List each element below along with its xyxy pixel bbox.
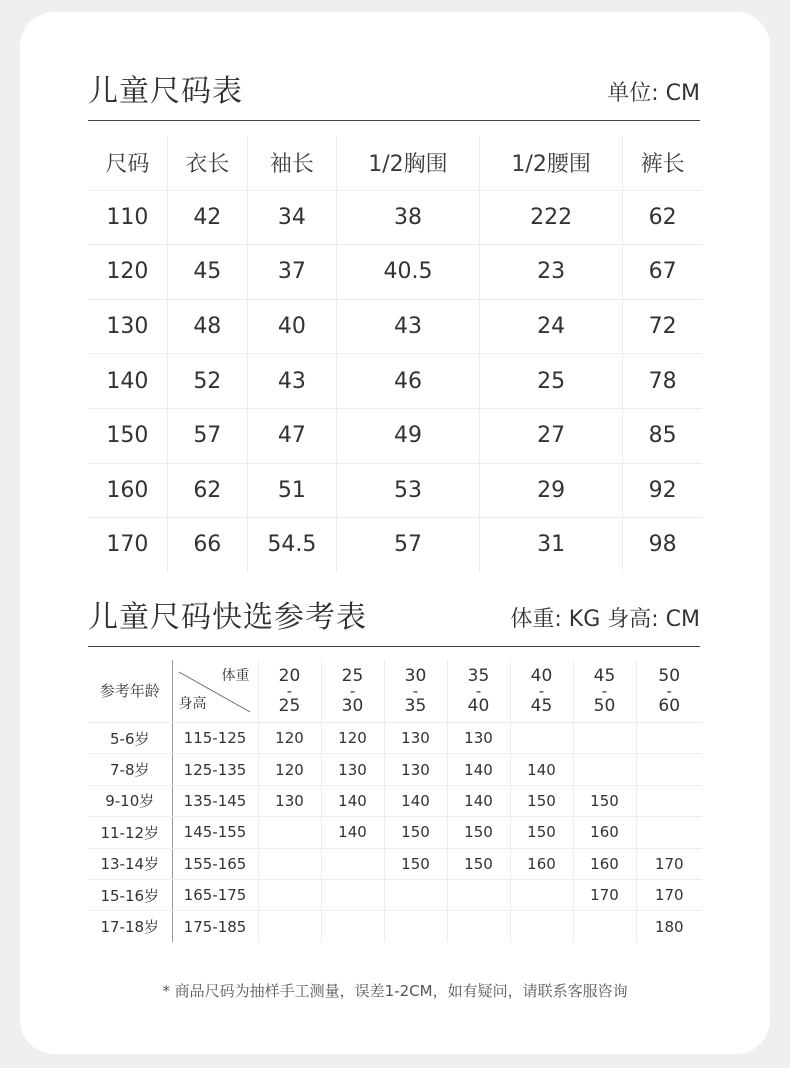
height-label: 身高 [178,696,207,712]
table-row [88,463,702,518]
table-row [88,754,702,785]
weight-min: 45 [593,666,616,686]
recommended-size-cell [384,879,447,910]
weight-range-header [447,660,510,723]
size-cell: 150 [88,408,167,463]
weight-max: 30 [341,696,364,716]
weight-label: 体重 [221,668,250,684]
size-cell: 47 [247,408,336,463]
recommended-size-cell [384,911,447,942]
measurement-note: * 商品尺码为抽样手工测量，误差1-2CM，如有疑问，请联系客服咨询 [162,982,628,1000]
age-cell: 13-14岁 [88,848,172,879]
size-cell: 160 [88,463,167,518]
age-header: 参考年龄 [88,660,172,723]
size-cell: 37 [247,245,336,300]
recommended-size-cell [573,723,636,754]
size-cell: 110 [88,190,167,245]
weight-min: 20 [278,666,301,686]
height-cell: 145-155 [172,817,258,848]
size-cell: 120 [88,245,167,300]
size-cell: 57 [167,408,247,463]
size-cell: 98 [623,518,702,572]
weight-height-diagonal-cell [172,660,258,723]
size-cell: 31 [480,518,623,572]
recommended-size-cell [258,879,321,910]
table-row [88,518,702,572]
size-cell: 49 [336,408,479,463]
recommended-size-cell [321,879,384,910]
size-cell: 29 [480,463,623,518]
size-cell: 72 [623,299,702,354]
range-dash: - [601,682,608,700]
size-cell: 46 [336,354,479,409]
recommended-size-cell: 130 [384,723,447,754]
recommended-size-cell [510,723,573,754]
size-table-header-row [88,136,702,190]
weight-range-header [321,660,384,723]
size-cell: 85 [623,408,702,463]
range-dash: - [412,682,419,700]
range-dash: - [475,682,482,700]
weight-max: 60 [658,696,681,716]
quick-chart-title: 儿童尺码快选参考表 [88,600,367,635]
recommended-size-cell: 150 [447,848,510,879]
recommended-size-cell [510,879,573,910]
recommended-size-cell [636,754,702,785]
recommended-size-cell: 130 [321,754,384,785]
height-cell: 125-135 [172,754,258,785]
recommended-size-cell: 130 [447,723,510,754]
size-cell: 140 [88,354,167,409]
size-cell: 67 [623,245,702,300]
size-cell: 42 [167,190,247,245]
recommended-size-cell: 170 [573,879,636,910]
weight-range-header [258,660,321,723]
size-cell: 23 [480,245,623,300]
weight-min: 25 [341,666,364,686]
size-col-header: 尺码 [88,136,167,190]
recommended-size-cell: 150 [510,817,573,848]
recommended-size-cell: 170 [636,848,702,879]
recommended-size-cell [636,817,702,848]
size-col-header: 1/2腰围 [480,136,623,190]
age-cell: 17-18岁 [100,918,160,937]
table-row [88,817,702,848]
weight-range-header [573,660,636,723]
height-cell: 135-145 [172,785,258,816]
size-chart-header [88,66,700,121]
age-cell: 9-10岁 [88,785,172,816]
range-dash: - [349,682,356,700]
recommended-size-cell: 140 [510,754,573,785]
size-col-header: 袖长 [247,136,336,190]
size-cell: 24 [480,299,623,354]
recommended-size-cell: 150 [447,817,510,848]
recommended-size-cell: 150 [384,817,447,848]
recommended-size-cell [258,848,321,879]
weight-max: 40 [467,696,490,716]
recommended-size-cell: 140 [384,785,447,816]
size-cell: 48 [167,299,247,354]
weight-range-header [636,660,702,723]
quick-chart-unit: 体重: KG 身高: CM [510,607,700,632]
height-cell: 175-185 [172,911,258,942]
table-row [88,299,702,354]
size-col-header: 衣长 [167,136,247,190]
recommended-size-cell [258,817,321,848]
size-cell: 92 [623,463,702,518]
table-row [88,911,702,942]
weight-range-header [510,660,573,723]
recommended-size-cell: 160 [510,848,573,879]
quick-chart-header [88,592,700,647]
size-chart-unit: 单位: CM [607,81,700,106]
table-row [88,245,702,300]
table-row [88,408,702,463]
recommended-size-cell: 150 [573,785,636,816]
size-chart-title: 儿童尺码表 [88,74,243,109]
weight-min: 50 [658,666,681,686]
recommended-size-cell: 160 [573,817,636,848]
recommended-size-cell [447,911,510,942]
size-cell: 27 [480,408,623,463]
recommended-size-cell: 170 [636,879,702,910]
size-cell: 51 [247,463,336,518]
size-cell: 53 [336,463,479,518]
age-cell: 5-6岁 [88,723,172,754]
weight-max: 35 [404,696,427,716]
recommended-size-cell: 140 [447,754,510,785]
weight-min: 40 [530,666,553,686]
recommended-size-cell: 150 [510,785,573,816]
recommended-size-cell: 150 [384,848,447,879]
size-cell: 40 [247,299,336,354]
size-cell: 222 [480,190,623,245]
size-cell: 62 [167,463,247,518]
recommended-size-cell [321,848,384,879]
height-cell: 155-165 [172,848,258,879]
table-row [88,723,702,754]
table-row [88,354,702,409]
recommended-size-cell [573,911,636,942]
table-row [88,848,702,879]
recommended-size-cell: 180 [636,911,702,942]
size-cell: 25 [480,354,623,409]
size-cell: 45 [167,245,247,300]
size-cell: 40.5 [336,245,479,300]
size-cell: 43 [247,354,336,409]
weight-max: 45 [530,696,553,716]
size-cell: 52 [167,354,247,409]
table-row [88,190,702,245]
recommended-size-cell: 120 [321,723,384,754]
size-cell: 43 [336,299,479,354]
recommended-size-cell: 120 [258,723,321,754]
size-cell: 170 [106,532,149,558]
size-cell: 57 [336,518,479,572]
height-cell: 165-175 [172,879,258,910]
size-cell: 34 [247,190,336,245]
recommended-size-cell: 130 [384,754,447,785]
recommended-size-cell [447,879,510,910]
table-row [88,785,702,816]
weight-max: 25 [278,696,301,716]
recommended-size-cell: 120 [258,754,321,785]
size-cell: 78 [623,354,702,409]
size-cell: 38 [336,190,479,245]
quick-table-header-row [88,660,702,723]
recommended-size-cell: 160 [573,848,636,879]
recommended-size-cell: 130 [258,785,321,816]
range-dash: - [666,682,672,700]
weight-max: 50 [593,696,616,716]
size-col-header: 1/2胸围 [336,136,479,190]
weight-range-header [384,660,447,723]
table-row [88,879,702,910]
size-table [88,136,702,572]
recommended-size-cell [636,723,702,754]
age-cell: 7-8岁 [88,754,172,785]
quick-table [88,660,702,942]
recommended-size-cell [321,911,384,942]
age-cell: 15-16岁 [88,879,172,910]
weight-min: 30 [404,666,427,686]
recommended-size-cell [510,911,573,942]
recommended-size-cell: 140 [321,817,384,848]
size-cell: 54.5 [247,518,336,572]
size-cell: 130 [88,299,167,354]
size-col-header: 裤长 [623,136,702,190]
range-dash: - [286,682,293,700]
size-cell: 66 [167,518,247,572]
height-cell: 115-125 [172,723,258,754]
range-dash: - [538,682,545,700]
recommended-size-cell: 140 [447,785,510,816]
size-cell: 62 [623,190,702,245]
recommended-size-cell [258,911,321,942]
weight-min: 35 [467,666,490,686]
recommended-size-cell [573,754,636,785]
recommended-size-cell: 140 [321,785,384,816]
recommended-size-cell [636,785,702,816]
age-cell: 11-12岁 [88,817,172,848]
